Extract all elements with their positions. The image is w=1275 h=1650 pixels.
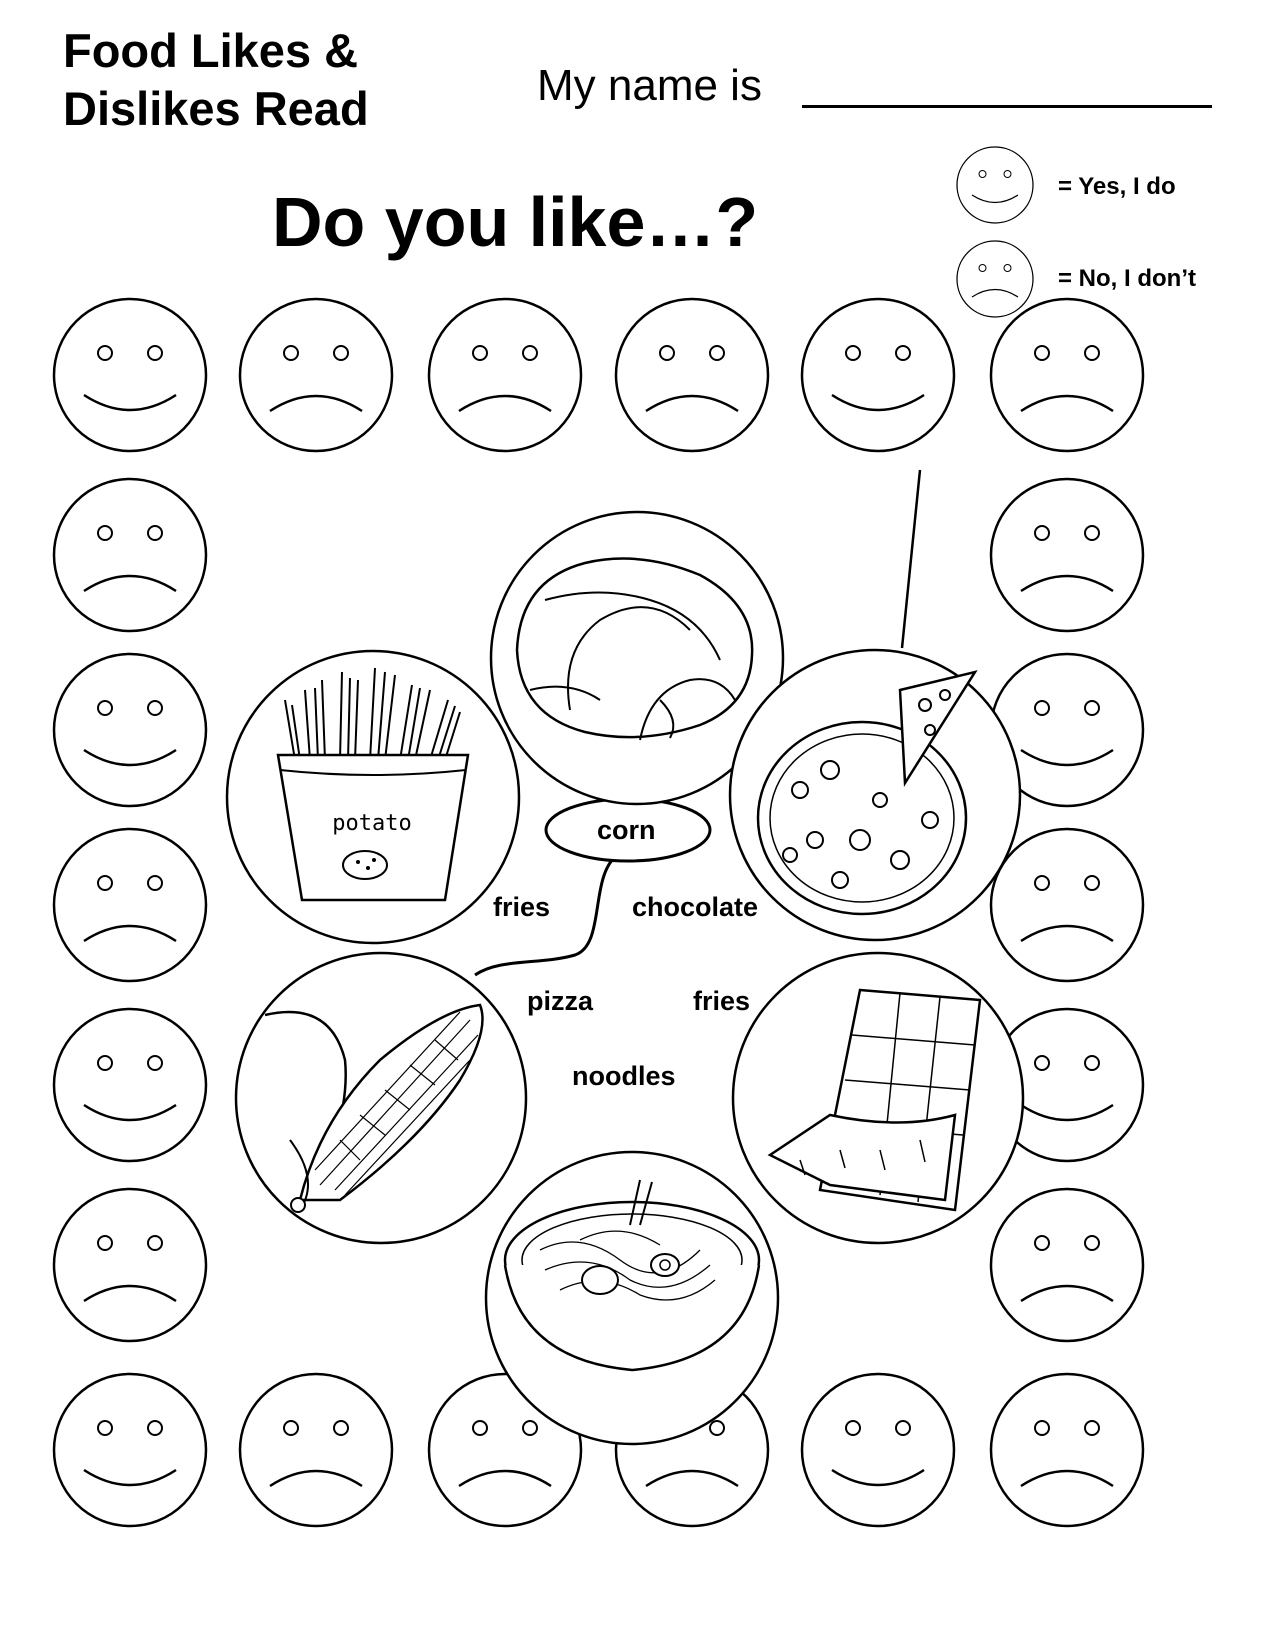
bottom-row-happy-face-icon[interactable] <box>802 1374 954 1526</box>
right-column-sad-face-icon[interactable] <box>991 1189 1143 1341</box>
chocolate-bar-icon <box>733 953 1023 1243</box>
top-row-sad-face-icon[interactable] <box>616 299 768 451</box>
word-fries[interactable]: fries <box>493 892 551 922</box>
fries-box-label: potato <box>332 811 412 836</box>
legend-no-label: = No, I don’t <box>1058 265 1196 292</box>
top-row-sad-face-icon[interactable] <box>240 299 392 451</box>
bottom-row-happy-face-icon[interactable] <box>54 1374 206 1526</box>
pizza-icon <box>730 650 1020 940</box>
worksheet-title-line-1: Food Likes & <box>63 24 359 77</box>
top-row-happy-face-icon[interactable] <box>54 299 206 451</box>
bottom-row-sad-face-icon[interactable] <box>240 1374 392 1526</box>
word-corn[interactable]: corn <box>597 815 656 845</box>
word-noodles[interactable]: noodles <box>572 1061 676 1091</box>
legend-yes-label: = Yes, I do <box>1058 173 1176 200</box>
bottom-row-sad-face-icon[interactable] <box>991 1374 1143 1526</box>
fries-icon <box>227 651 519 943</box>
left-column-sad-face-icon[interactable] <box>54 1189 206 1341</box>
top-row-sad-face-icon[interactable] <box>429 299 581 451</box>
word-fries-2[interactable]: fries <box>693 986 751 1016</box>
corn-icon <box>236 953 526 1243</box>
word-pizza[interactable]: pizza <box>527 986 594 1016</box>
left-column-sad-face-icon[interactable] <box>54 479 206 631</box>
noodle-bowl-icon <box>486 1152 778 1444</box>
legend-sad-face-icon <box>957 241 1033 317</box>
question-heading: Do you like…? <box>272 183 759 261</box>
worksheet-title-line-2: Dislikes Read <box>63 82 369 135</box>
top-row-sad-face-icon[interactable] <box>991 299 1143 451</box>
name-label: My name is <box>537 61 762 110</box>
word-chocolate[interactable]: chocolate <box>632 892 759 922</box>
right-column-sad-face-icon[interactable] <box>991 829 1143 981</box>
connector-line-pizza <box>902 470 920 648</box>
legend-smiley-face-icon <box>957 147 1033 223</box>
name-blank-line[interactable] <box>802 105 1212 108</box>
top-row-happy-face-icon[interactable] <box>802 299 954 451</box>
left-column-sad-face-icon[interactable] <box>54 829 206 981</box>
left-column-happy-face-icon[interactable] <box>54 1009 206 1161</box>
right-column-sad-face-icon[interactable] <box>991 479 1143 631</box>
left-column-happy-face-icon[interactable] <box>54 654 206 806</box>
